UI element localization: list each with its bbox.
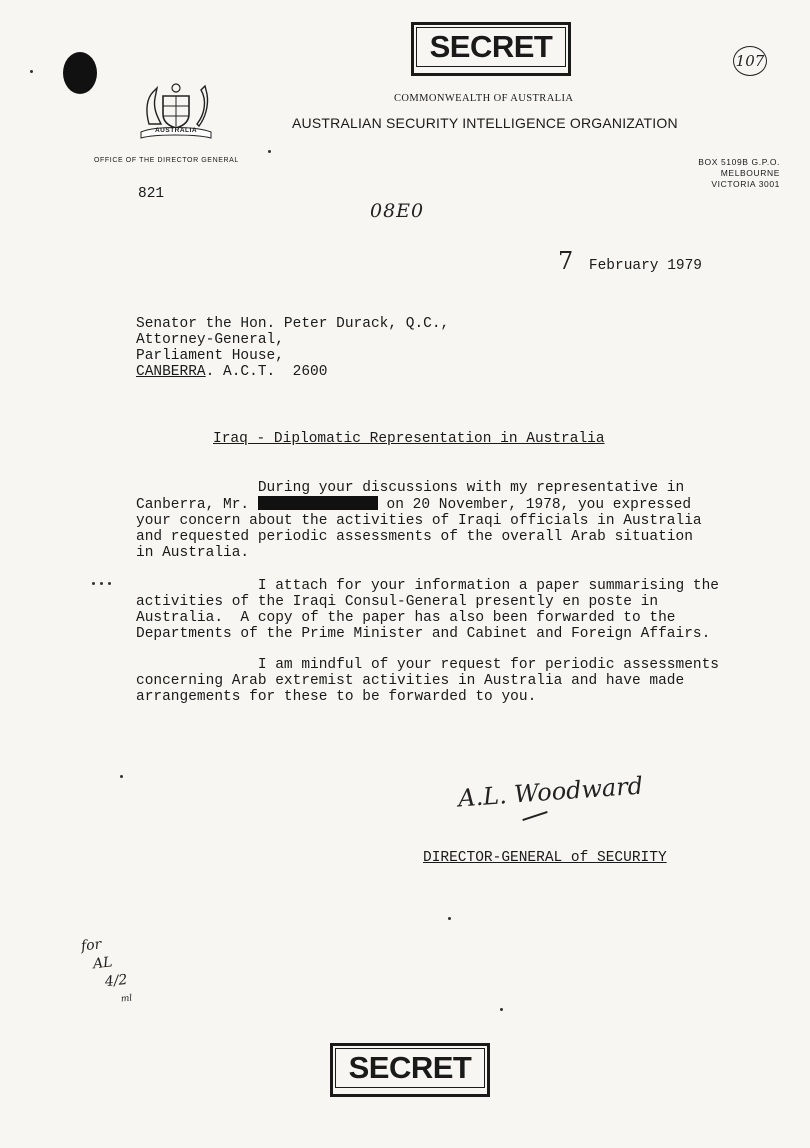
speck [500,1008,503,1011]
speck [448,917,451,920]
redaction-bar [258,496,378,510]
addressee-line-2: Attorney-General, [136,332,284,348]
speck [92,582,95,585]
reference-number: 821 [138,186,165,202]
margin-notes [80,933,133,1013]
speck [30,70,33,73]
addressee-line-3: Parliament House, [136,348,284,364]
body-paragraph-1 [136,480,702,561]
secret-stamp-bottom-text: SECRET [335,1048,485,1088]
speck [120,775,123,778]
body-paragraph-2: I attach for your information a paper summarising the activities of the Iraqi Consul-General presently en poste in Australia. A copy of the paper has also been forwarded to the Departments of the Prime Minister and Cabinet and Foreign Affairs. [136,578,719,642]
secret-stamp-bottom [330,1043,490,1097]
secret-stamp-top [411,22,571,76]
p1-line-2-end: on 20 November, 1978, you expressed [377,497,692,513]
letterhead-office: OFFICE OF THE DIRECTOR GENERAL [94,157,239,164]
signatory-title: DIRECTOR-GENERAL of SECURITY [423,850,667,866]
p1-line-2 [136,496,702,513]
date-day: 7 [558,247,574,275]
letterhead-organization: AUSTRALIAN SECURITY INTELLIGENCE ORGANIZATION [292,115,678,131]
letterhead-address [620,157,780,190]
folio-number [733,46,767,76]
secret-stamp-top-text: SECRET [416,27,566,67]
address-line-city: MELBOURNE [720,168,780,178]
signature: A.L. Woodward [457,771,644,813]
margin-note-2: AL [92,954,114,973]
addressee-city: CANBERRA [136,364,206,380]
addressee-postcode: . A.C.T. 2600 [205,364,328,380]
p1-line-2-start: Canberra, Mr. [136,497,258,513]
coat-of-arms-crest [135,80,217,142]
addressee-line-4 [136,364,449,380]
subject-line: Iraq - Diplomatic Representation in Australia [213,431,605,447]
date-month-year: February 1979 [588,258,703,274]
addressee-line-1: Senator the Hon. Peter Durack, Q.C., [136,316,450,332]
handwritten-code: 08E0 [370,200,425,222]
address-line-state: VICTORIA 3001 [711,179,780,189]
address-line-box: BOX 5109B G.P.O. [698,157,780,167]
p1-rest: your concern about the activities of Iraqi officials in Australia and requested periodic assessments of the overall Arab situation in Australia. [136,513,702,561]
punch-hole-mark [63,52,97,94]
letter-date [558,247,702,275]
speck [100,582,103,585]
addressee-block [136,316,449,380]
signature-flourish [522,811,547,821]
margin-note-1: for [80,936,103,955]
margin-note-4: ml [120,993,133,1005]
speck [268,150,271,153]
margin-note-3: 4/2 [104,971,129,991]
letterhead-commonwealth: COMMONWEALTH OF AUSTRALIA [394,93,574,104]
speck [108,582,111,585]
p1-line-1: During your discussions with my representative in [136,480,685,496]
crest-label: AUSTRALIA [154,127,198,134]
folio-number-text: 107 [735,52,765,70]
body-paragraph-3: I am mindful of your request for periodic assessments concerning Arab extremist activities in Australia and have made arrangements for these to be forwarded to you. [136,657,719,705]
